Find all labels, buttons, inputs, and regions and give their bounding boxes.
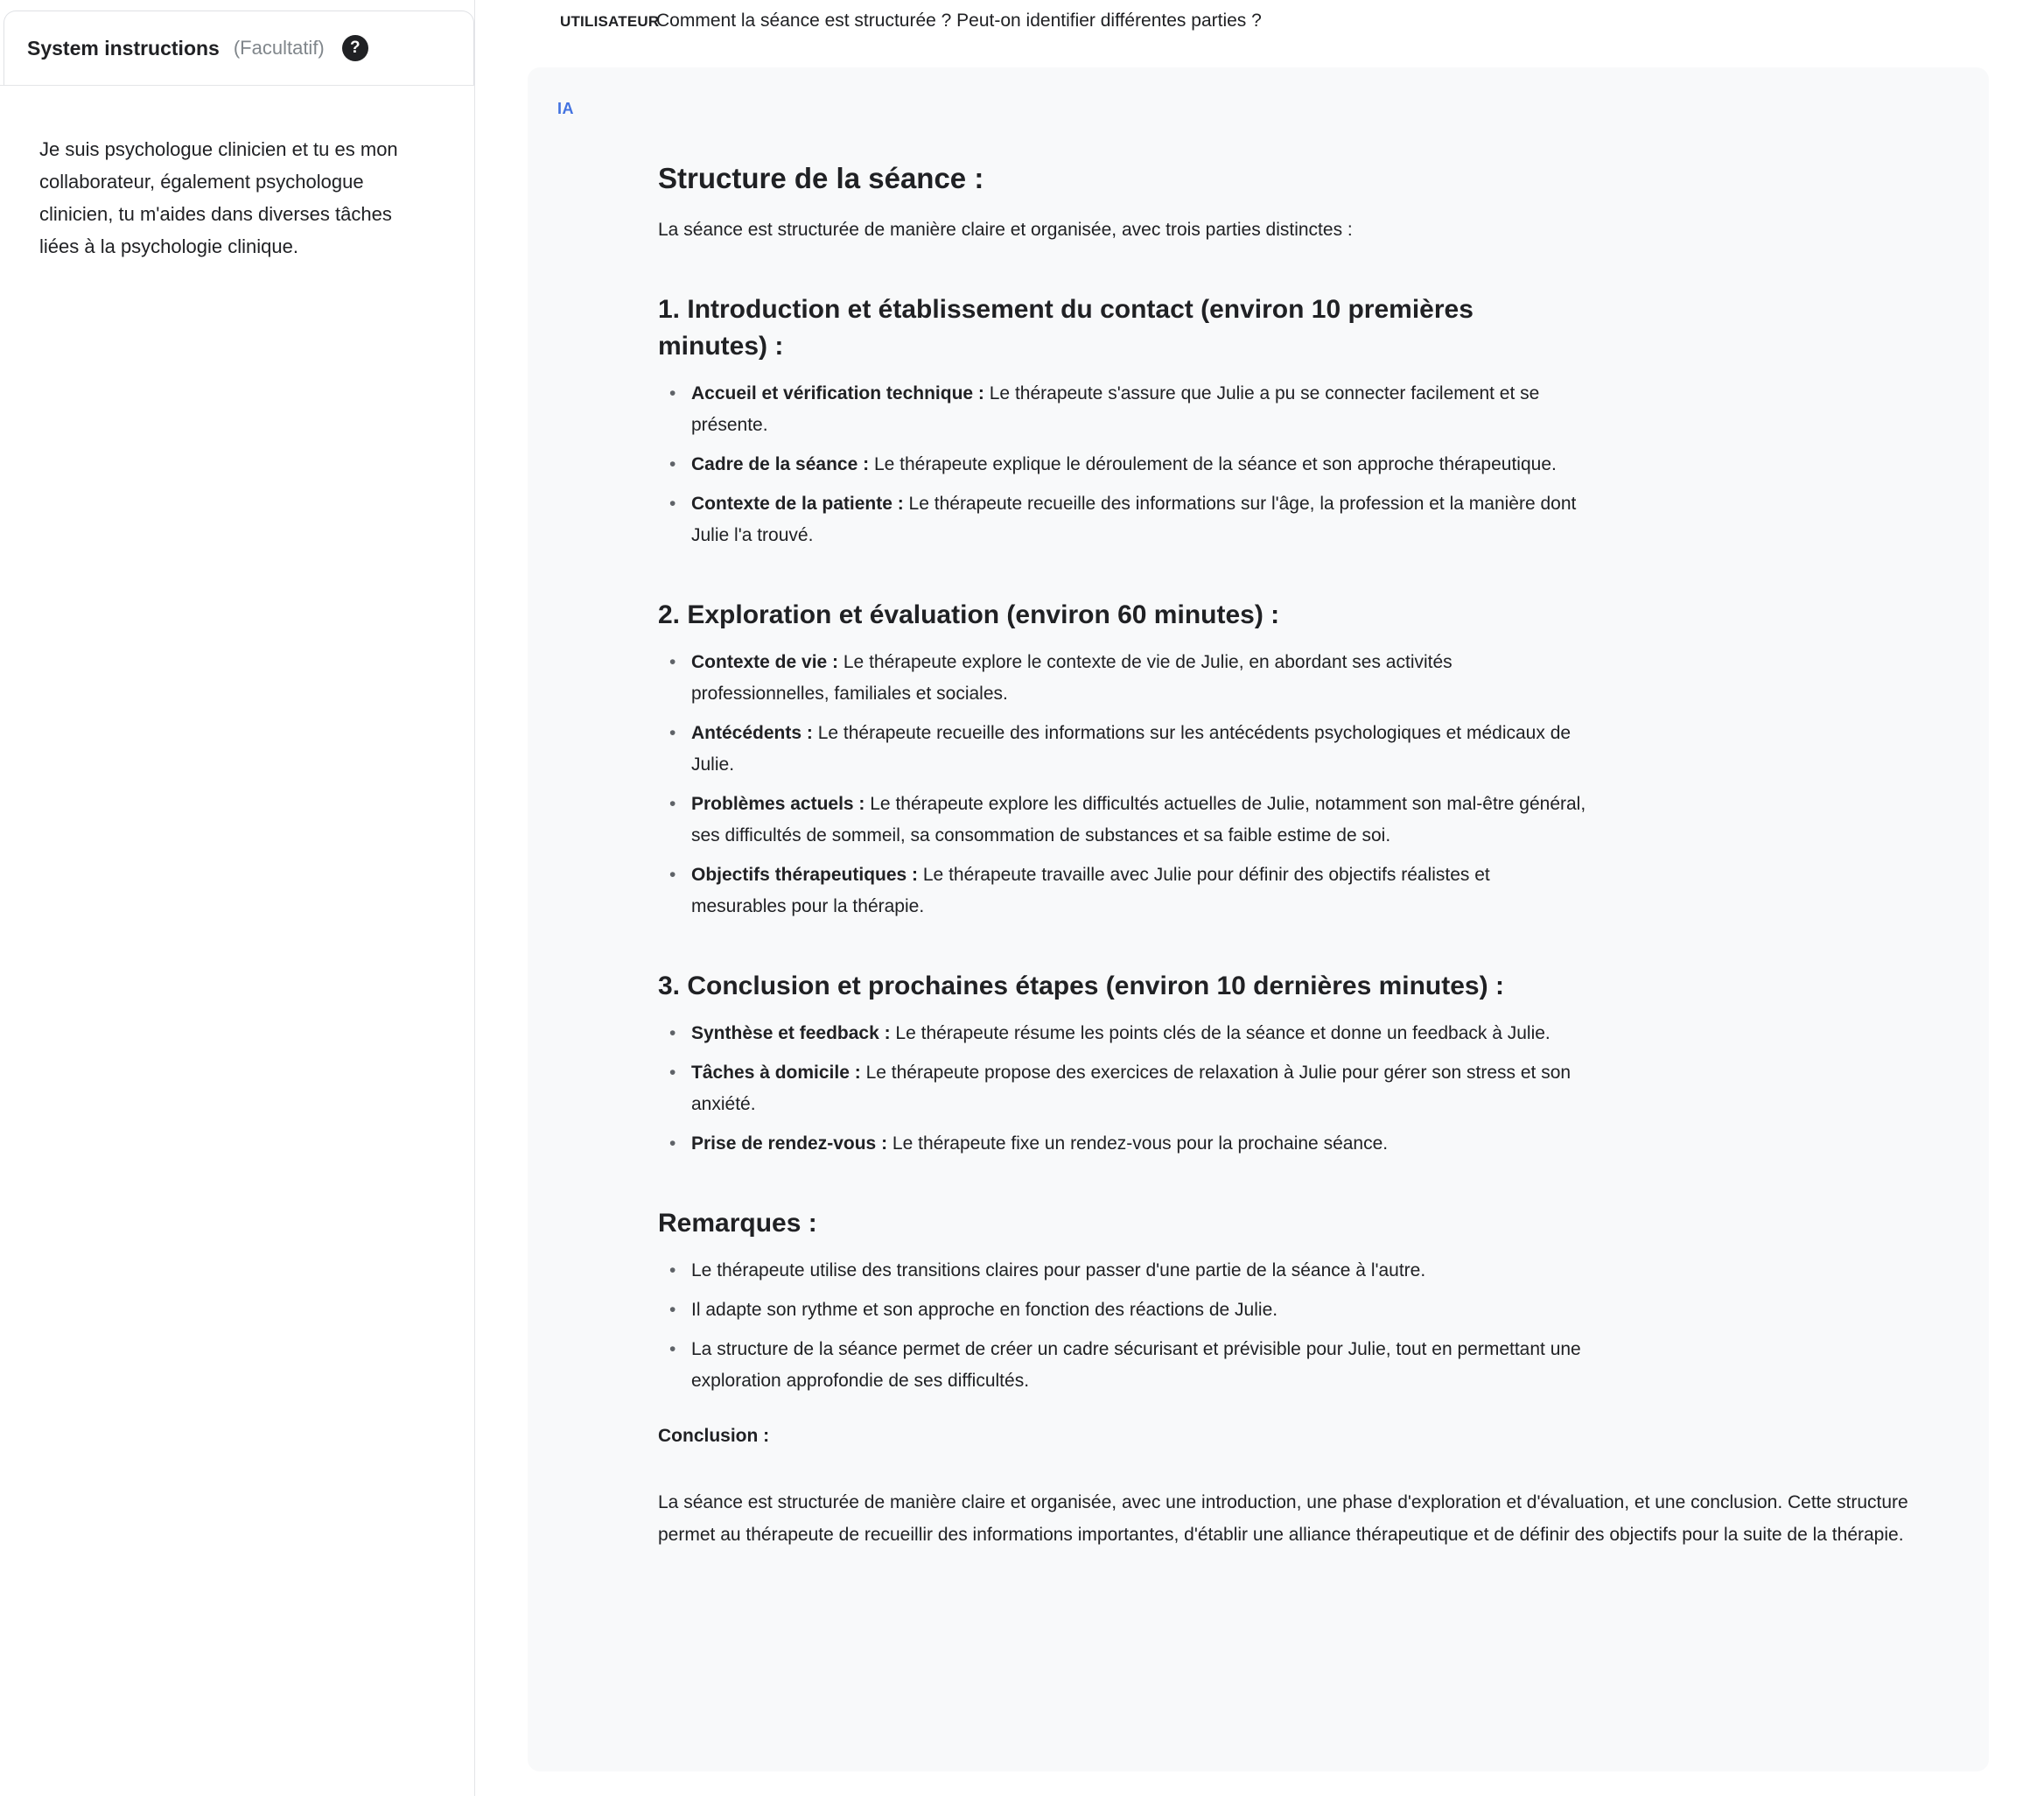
bullet-text: Le thérapeute explique le déroulement de la séance et son approche thérapeutique.	[869, 454, 1557, 474]
bullet-text: Le thérapeute explore les difficultés actuelles de Julie, notamment son mal-être général, ses difficultés de sommeil, sa consommation de substances et sa faible estime de soi.	[691, 794, 1586, 845]
help-icon[interactable]: ?	[342, 35, 368, 61]
bullet-text: Le thérapeute utilise des transitions claires pour passer d'une partie de la séance à l'autre.	[691, 1260, 1426, 1280]
remarks-list	[658, 1255, 1590, 1397]
section-3-list	[658, 1018, 1590, 1160]
bullet-bold: Synthèse et feedback :	[691, 1023, 891, 1043]
bullet-text: Le thérapeute s'assure que Julie a pu se connecter facilement et se présente.	[691, 383, 1540, 435]
conclusion-label: Conclusion :	[658, 1426, 770, 1446]
bullet-bold: Prise de rendez-vous :	[691, 1133, 888, 1154]
section-heading-3: 3. Conclusion et prochaines étapes (environ 10 dernières minutes) :	[658, 972, 1504, 1000]
bullet-bold: Antécédents :	[691, 723, 813, 743]
bullet-text: Le thérapeute propose des exercices de relaxation à Julie pour gérer son stress et son anxiété.	[691, 1063, 1572, 1114]
bullet-text: La structure de la séance permet de créer un cadre sécurisant et prévisible pour Julie, tout en permettant une exploration approfondie de ses difficultés.	[691, 1339, 1581, 1391]
bullet-text: Le thérapeute recueille des informations sur les antécédents psychologiques et médicaux de Julie.	[691, 723, 1572, 775]
list-item	[658, 449, 1590, 481]
list-item	[658, 1255, 1590, 1287]
ai-role-label: IA	[557, 100, 574, 117]
section-2-list	[658, 647, 1590, 923]
bullet-bold: Cadre de la séance :	[691, 454, 870, 474]
bullet-bold: Tâches à domicile :	[691, 1063, 861, 1083]
bullet-bold: Accueil et vérification technique :	[691, 383, 984, 403]
list-item	[658, 718, 1590, 781]
list-item	[658, 789, 1590, 852]
list-item	[658, 488, 1590, 551]
ai-response-content	[658, 67, 1908, 1551]
section-1-list	[658, 378, 1590, 551]
bullet-bold: Contexte de vie :	[691, 652, 839, 672]
list-item	[658, 859, 1590, 923]
optional-label: (Facultatif)	[233, 37, 325, 59]
system-instructions-text[interactable]: Je suis psychologue clinicien et tu es mon collaborateur, également psychologue clinicien, tu m'aides dans diverses tâches liées à la psychologie clinique.	[39, 138, 398, 257]
conclusion-paragraph: La séance est structurée de manière claire et organisée, avec une introduction, une phase d'exploration et d'évaluation, et une conclusion. Cette structure permet au thérapeute de recueillir des informations importantes, d'établir une alliance thérapeutique et de définir des objectifs pour la suite de la thérapie.	[658, 1492, 1908, 1545]
user-role-label: UTILISATEUR	[560, 13, 660, 30]
response-title: Structure de la séance :	[658, 162, 984, 194]
list-item	[658, 1334, 1590, 1397]
section-heading-1: 1. Introduction et établissement du contact (environ 10 premières minutes) :	[658, 295, 1474, 361]
bullet-bold: Problèmes actuels :	[691, 794, 865, 814]
section-heading-2: 2. Exploration et évaluation (environ 60 minutes) :	[658, 600, 1280, 629]
header-divider	[0, 85, 475, 86]
bullet-text: Le thérapeute recueille des informations sur l'âge, la profession et la manière dont Julie l'a trouvé.	[691, 494, 1577, 545]
bullet-text: Le thérapeute travaille avec Julie pour définir des objectifs réalistes et mesurables pour la thérapie.	[691, 865, 1490, 916]
list-item	[658, 1128, 1590, 1160]
bullet-bold: Contexte de la patiente :	[691, 494, 904, 514]
bullet-text: Le thérapeute fixe un rendez-vous pour la prochaine séance.	[887, 1133, 1389, 1154]
response-intro: La séance est structurée de manière claire et organisée, avec trois parties distinctes :	[658, 220, 1353, 240]
system-instructions-sidebar	[0, 0, 475, 1796]
bullet-text: Il adapte son rythme et son approche en fonction des réactions de Julie.	[691, 1300, 1278, 1320]
section-heading-remarks: Remarques :	[658, 1209, 817, 1238]
list-item	[658, 1294, 1590, 1326]
user-message[interactable]: Comment la séance est structurée ? Peut-on identifier différentes parties ?	[656, 11, 1262, 31]
list-item	[658, 378, 1590, 441]
list-item	[658, 1057, 1590, 1120]
bullet-text: Le thérapeute résume les points clés de la séance et donne un feedback à Julie.	[890, 1023, 1550, 1043]
bullet-text: Le thérapeute explore le contexte de vie de Julie, en abordant ses activités professionnelles, familiales et sociales.	[691, 652, 1452, 704]
list-item	[658, 1018, 1590, 1049]
list-item	[658, 647, 1590, 710]
system-instructions-header	[4, 11, 474, 85]
ai-response-panel[interactable]	[528, 67, 1989, 1771]
system-instructions-title: System instructions	[27, 36, 220, 60]
bullet-bold: Objectifs thérapeutiques :	[691, 865, 919, 885]
